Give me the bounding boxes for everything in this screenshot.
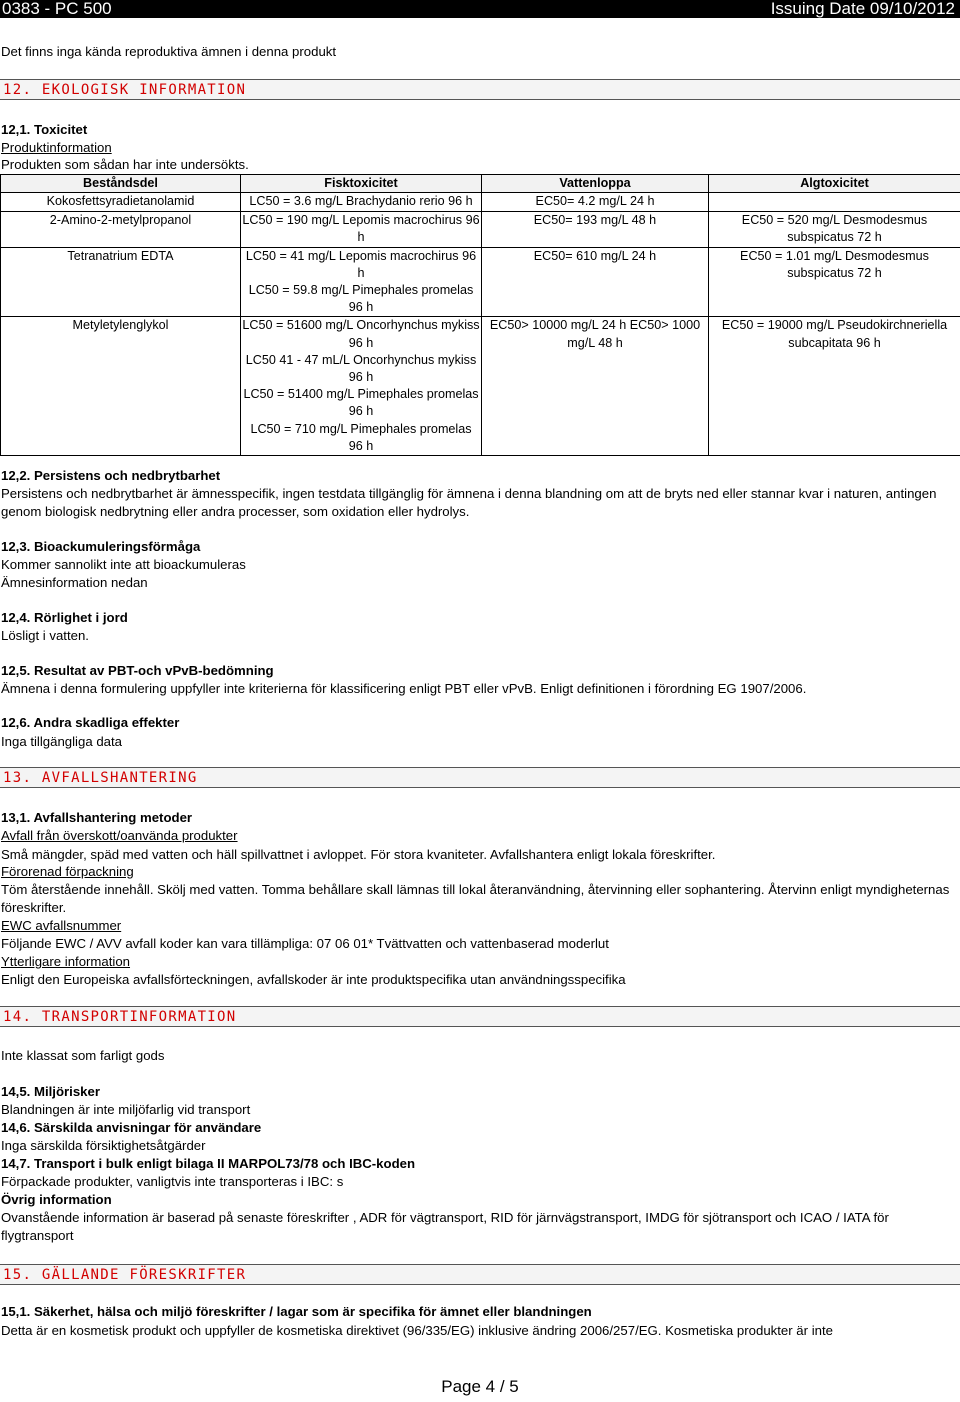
product-info-link[interactable]: Produktinformation <box>1 140 112 155</box>
substance-name: Metyletylenglykol <box>1 317 241 456</box>
toxicity-heading: 12,1. Toxicitet <box>1 122 88 137</box>
water-flea: EC50> 10000 mg/L 24 h EC50> 1000 mg/L 48 h <box>482 317 709 456</box>
contaminated-packaging-text: Töm återstående innehåll. Skölj med vatten. Tomma behållare skall lämnas till lokal återanvändning, återvinning eller sophantering. Återvinn enligt myndigheternas föreskrifter. <box>1 882 950 915</box>
product-code: 0383 - PC 500 <box>2 0 112 18</box>
fish-toxicity: LC50 = 41 mg/L Lepomis macrochirus 96 h LC50 = 59.8 mg/L Pimephales promelas 96 h <box>241 247 482 317</box>
fish-toxicity: LC50 = 51600 mg/L Oncorhynchus mykiss 96 h LC50 41 - 47 mL/L Oncorhynchus mykiss 96 h LC50 = 51400 mg/L Pimephales promelas 96 h LC50 = 710 mg/L Pimephales promelas 96 h <box>241 317 482 456</box>
page-number: Page 4 / 5 <box>441 1377 519 1396</box>
section-title: 13. AVFALLSHANTERING <box>3 770 198 786</box>
algae-toxicity: EC50 = 520 mg/L Desmodesmus subspicatus 72 h <box>709 212 960 247</box>
column-header: Vattenloppa <box>482 175 709 193</box>
regulations-heading: 15,1. Säkerhet, hälsa och miljö föreskrifter / lagar som är specifika för ämnet eller blandningen <box>1 1304 592 1319</box>
bulk-transport-heading: 14,7. Transport i bulk enligt bilaga II MARPOL73/78 och IBC-koden <box>1 1156 416 1171</box>
section-15-header <box>0 1264 960 1285</box>
persistence-heading: 12,2. Persistens och nedbrytbarhet <box>1 468 221 483</box>
bioaccumulation-heading: 12,3. Bioackumuleringsförmåga <box>1 539 201 554</box>
intro-text: Det finns inga kända reproduktiva ämnen i denna produkt <box>1 44 337 59</box>
section-14-header <box>0 1006 960 1027</box>
other-info-text: Ovanstående information är baserad på senaste föreskrifter , ADR för vägtransport, RID för järnvägstransport, IMDG för sjötransport och ICAO / IATA för flygtransport <box>1 1210 889 1243</box>
environmental-hazards-text: Blandningen är inte miljöfarlig vid transport <box>1 1102 251 1117</box>
other-effects-heading: 12,6. Andra skadliga effekter <box>1 715 180 730</box>
water-flea: EC50= 193 mg/L 48 h <box>482 212 709 247</box>
column-header: Algtoxicitet <box>709 175 960 193</box>
pbt-heading: 12,5. Resultat av PBT-och vPvB-bedömning <box>1 663 274 678</box>
algae-toxicity: EC50 = 1.01 mg/L Desmodesmus subspicatus 72 h <box>709 247 960 317</box>
waste-surplus-link[interactable]: Avfall från överskott/oanvända produkter <box>1 828 238 843</box>
contaminated-packaging-link[interactable]: Förorenad förpackning <box>1 864 134 879</box>
section-12-header <box>0 79 960 100</box>
additional-info-link[interactable]: Ytterligare information <box>1 954 131 969</box>
toxicity-text: Produkten som sådan har inte undersökts. <box>1 157 249 172</box>
regulations-text: Detta är en kosmetisk produkt och uppfyller de kosmetiska direktivet (96/335/EG) inklusive ändring 2006/257/EG. Kosmetiska produkter är inte <box>1 1323 833 1338</box>
persistence-text: Persistens och nedbrytbarhet är ämnesspecifik, ingen testdata tillgänglig för ämnena i denna blandning om att de bryts ned eller stannar kvar i naturen, antingen genom biologisk nedbrytning eller andra processer, som oxidation eller hydrolys. <box>1 486 937 519</box>
table-row <box>1 317 960 456</box>
algae-toxicity: EC50 = 19000 mg/L Pseudokirchneriella subcapitata 96 h <box>709 317 960 456</box>
bulk-transport-text: Förpackade produkter, vanligtvis inte transporteras i IBC: s <box>1 1174 344 1189</box>
section-title: 15. GÄLLANDE FÖRESKRIFTER <box>3 1267 247 1283</box>
other-effects-text: Inga tillgängliga data <box>1 734 122 749</box>
algae-toxicity <box>709 193 960 212</box>
section-13-header <box>0 767 960 788</box>
water-flea: EC50= 610 mg/L 24 h <box>482 247 709 317</box>
special-precautions-text: Inga särskilda försiktighetsåtgärder <box>1 1138 206 1153</box>
bioaccumulation-text: Kommer sannolikt inte att bioackumuleras <box>1 557 246 572</box>
fish-toxicity: LC50 = 3.6 mg/L Brachydanio rerio 96 h <box>241 193 482 212</box>
waste-surplus-text: Små mängder, späd med vatten och häll spillvattnet i avloppet. För stora kvaniteter. Avfallshantera enligt lokala föreskrifter. <box>1 847 716 862</box>
water-flea: EC50= 4.2 mg/L 24 h <box>482 193 709 212</box>
table-row <box>1 193 960 212</box>
page-header <box>0 0 960 18</box>
table-row <box>1 247 960 317</box>
table-header-row <box>1 175 960 193</box>
issuing-date: Issuing Date 09/10/2012 <box>770 0 955 18</box>
column-header: Fisktoxicitet <box>241 175 482 193</box>
ewc-text: Följande EWC / AVV avfall koder kan vara tillämpliga: 07 06 01* Tvättvatten och vattenbaserad moderlut <box>1 936 609 951</box>
waste-methods-heading: 13,1. Avfallshantering metoder <box>1 810 193 825</box>
pbt-text: Ämnena i denna formulering uppfyller inte kriterierna för klassificering enligt PBT eller vPvB. Enligt definitionen i förordning EG 1907/2006. <box>1 681 807 696</box>
ewc-link[interactable]: EWC avfallsnummer <box>1 918 122 933</box>
section-title: 14. TRANSPORTINFORMATION <box>3 1009 237 1025</box>
toxicity-table <box>0 174 960 456</box>
special-precautions-heading: 14,6. Särskilda anvisningar för användare <box>1 1120 262 1135</box>
table-row <box>1 212 960 247</box>
mobility-heading: 12,4. Rörlighet i jord <box>1 610 128 625</box>
section-title: 12. EKOLOGISK INFORMATION <box>3 82 247 98</box>
substance-name: Tetranatrium EDTA <box>1 247 241 317</box>
additional-info-text: Enligt den Europeiska avfallsförteckningen, avfallskoder är inte produktspecifika utan användningsspecifika <box>1 972 626 987</box>
environmental-hazards-heading: 14,5. Miljörisker <box>1 1084 100 1099</box>
column-header: Beståndsdel <box>1 175 241 193</box>
fish-toxicity: LC50 = 190 mg/L Lepomis macrochirus 96 h <box>241 212 482 247</box>
substance-name: Kokosfettsyradietanolamid <box>1 193 241 212</box>
substance-info-text: Ämnesinformation nedan <box>1 575 148 590</box>
transport-intro: Inte klassat som farligt gods <box>1 1048 165 1063</box>
substance-name: 2-Amino-2-metylpropanol <box>1 212 241 247</box>
other-info-heading: Övrig information <box>1 1192 112 1207</box>
mobility-text: Lösligt i vatten. <box>1 628 89 643</box>
